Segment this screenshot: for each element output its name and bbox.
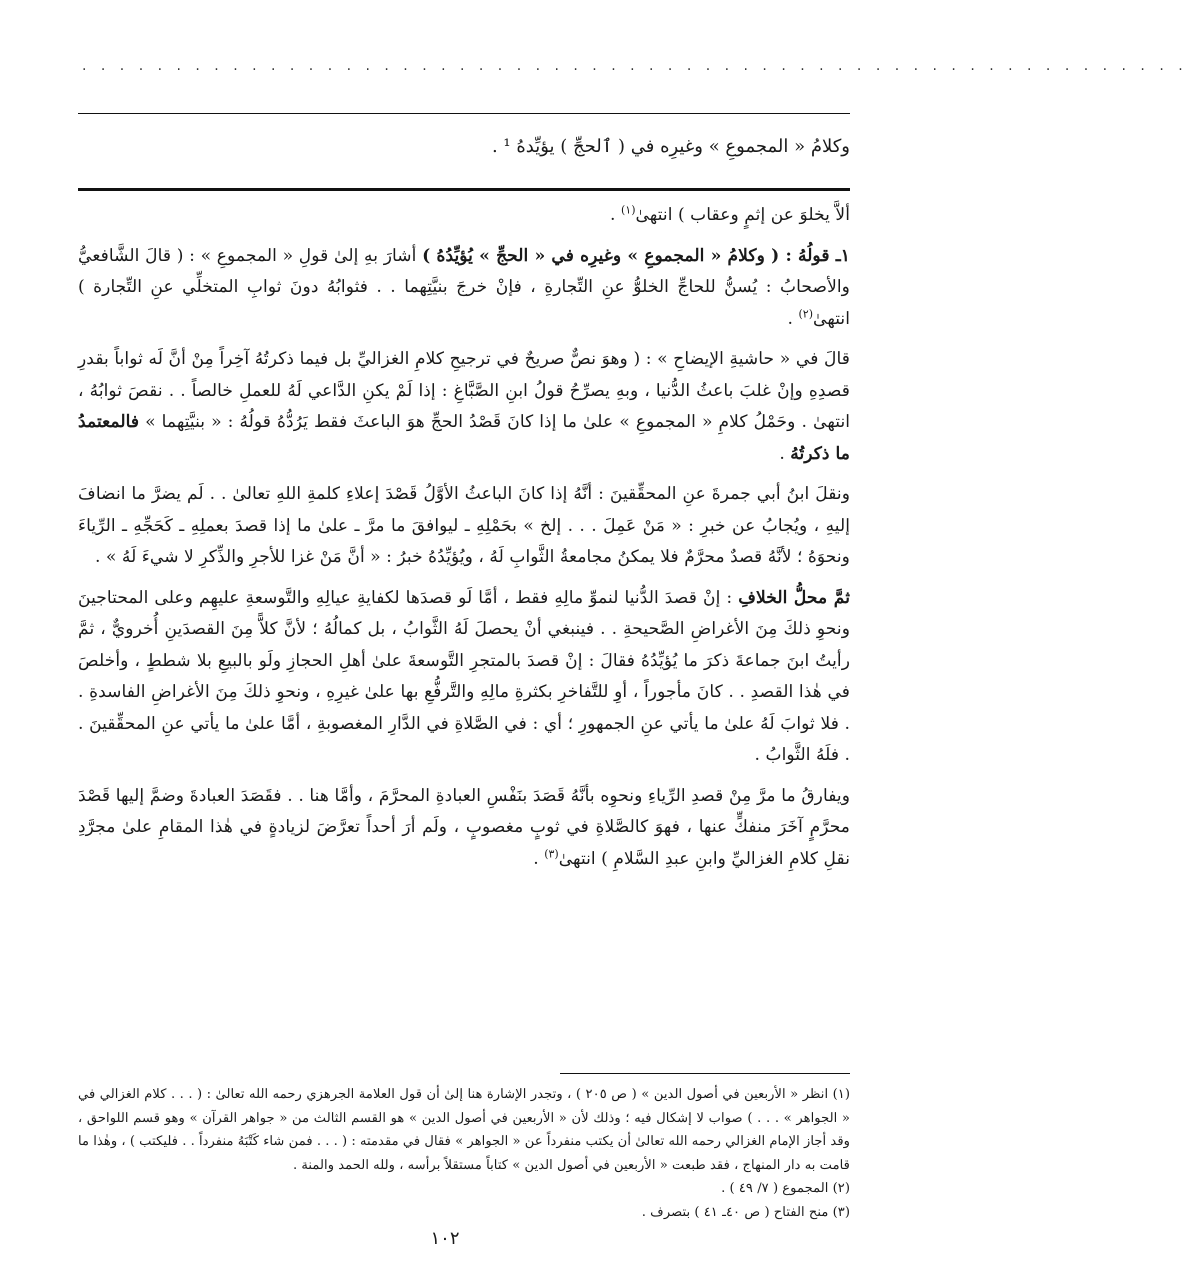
paragraph-2: قالَ في « حاشيةِ الإيضاحِ » : ( وهوَ نصٌّ صريحٌ في ترجيحِ كلامِ الغزاليِّ بل فيما ذكرتُهُ آخِراً مِنْ أنَّ لَه ثواباً بقدرِ قصدِهِ وإنْ غلبَ باعثُ الدُّنيا ، وبهِ يصرِّحُ قولُ ابنِ الصَّبَّاغِ : إذا لَمْ يكنِ الدَّاعي لَهُ للعملِ خالصاً . . نقصَ ثوابُهُ ، انتهىٰ . وحَمْلُ كلامِ « المجموعِ » علىٰ ما إذا كانَ قَصْدُ الحجِّ هوَ الباعثَ فقط يَرُدُّهُ قولُهُ : « بنيَّتِهما » فالمعتمدُ ما ذكرتُهُ .	[78, 349, 850, 464]
footnote-separator	[560, 1073, 850, 1074]
paragraph-3: ونقلَ ابنُ أبي جمرةَ عنِ المحقِّقينَ : أنَّهُ إذا كانَ الباعثُ الأوَّلُ قَصْدَ إعلاءِ كلمةِ اللهِ تعالىٰ . . لَم يضرَّ ما انضافَ إليهِ ، ويُجابُ عن خبرِ : « مَنْ عَمِلَ . . . إلخ » بحَمْلِهِ ـ ليوافقَ ما مرَّ ـ علىٰ ما إذا قصدَ بعملِهِ ـ كَحَجِّهِ ـ الرِّياءَ ونحوَهُ ؛ لأنَّهُ قصدٌ محرَّمٌ فلا يمكنُ مجامعةُ الثَّوابِ لَهُ ، ويُؤيِّدُهُ خبرُ : « أنَّ مَنْ غزا للأجرِ والذِّكرِ لا شيءَ لَهُ » .	[78, 484, 850, 567]
commentary-lemma: ١ـ قولُهُ : ( وكلامُ « المجموعِ » وغيرِه في « الحجِّ » يُؤيِّدُهُ )	[422, 245, 851, 266]
footnote-ref-1: (١)	[620, 203, 636, 217]
paragraph-0: ألاَّ يخلوَ عن إثمٍ وعقاب ) انتهىٰ$^{(١)}$ .	[610, 203, 850, 225]
header-thick-rule	[78, 188, 850, 191]
page-number: ١٠٢	[430, 1228, 460, 1249]
footnote-1: (١) انظر « الأربعين في أصول الدين » ( ص ٢٠٥ ) ، وتجدر الإشارة هنا إلىٰ أن قول العلامة الجرهزي رحمه الله تعالىٰ : ( . . . كلام الغزالي في « الجواهر » . . . ) صواب لا إشكال فيه ؛ وذلك لأن « الأربعين في أصول الدين » هو القسم الثالث من « جواهر القرآن » وهو قسم اللواحق ، وقد أجاز الإمام الغزالي رحمه الله تعالىٰ أن يكتب منفرداً عن « الجواهر » فقال في مقدمته : ( . . . فمن شاء كَتْبَهُ منفرداً . . فليكتب ) ، وهٰذا ما قامت به دار المنهاج ، فقد طبعت « الأربعين في أصول الدين » كتاباً مستقلاً برأسه ، ولله الحمد والمنة .	[78, 1087, 850, 1173]
paragraph-1: ١ـ قولُهُ : ( وكلامُ « المجموعِ » وغيرِه في « الحجِّ » يُؤيِّدُهُ ) أشارَ بهِ إلىٰ قولِ « المجموعِ » : ( قالَ الشَّافعيُّ والأصحابُ : يُسنُّ للحاجِّ الخلوُّ عنِ التِّجارةِ ، فإنْ خرجَ بنيَّتِهما . . فثوابُهُ دونَ ثوابِ المتخلِّي عنِ التِّجارة ) انتهىٰ$^{(٢)}$ .	[78, 245, 851, 329]
quoted-base-text: وكلامُ « المجموعِ » وغيرِه في ( ٱلحجِّ ) يؤيِّدهُ ¹ .	[491, 136, 850, 157]
footnote-ref-3: (٣)	[544, 846, 559, 860]
header-thin-rule	[78, 113, 850, 114]
main-text	[78, 200, 850, 884]
footnote-3: (٣) منح الفتاح ( ص ٤٠ـ ٤١ ) بتصرف .	[641, 1204, 850, 1220]
footnote-ref-2: (٢)	[798, 306, 813, 320]
footnote-2: (٢) المجموع ( ٧/ ٤٩ ) .	[721, 1181, 850, 1196]
paragraph-4: ثمَّ محلُّ الخلافِ : إنْ قصدَ الدُّنيا لنموِّ مالِهِ فقط ، أمَّا لَو قصدَها لكفايةِ عيالِهِ والتَّوسعةِ عليهِم وعلى المحتاجينَ ونحوِ ذلكَ مِنَ الأغراضِ الصَّحيحةِ . . فينبغي أنْ يحصلَ لَهُ الثَّوابُ ، بل كمالُهُ ؛ لأنَّ كلاًّ مِنَ القصدَينِ أُخرويٌّ ، ثمَّ رأيتُ ابنَ جماعةَ ذكرَ ما يُؤيِّدُهُ فقالَ : إنْ قصدَ بالمتجرِ التَّوسعةَ علىٰ أهلِ الحجازِ ولَو بالبيعِ بلا شططٍ ، وأخلصَ في هٰذا القصدِ . . كانَ مأجوراً ، أوِ للتَّفاخرِ بكثرةِ مالِهِ والتَّرفُّعِ بها علىٰ غيرِهِ ، ونحوِ ذلكَ مِنَ الأغراضِ الفاسدةِ . . فلا ثوابَ لَهُ علىٰ ما يأتي عنِ الجمهورِ ؛ أي : في الصَّلاةِ في الدَّارِ المغصوبةِ ، أمَّا علىٰ ما يأتي عنِ المحقِّقينَ . . فلَهُ الثَّوابُ .	[78, 587, 850, 765]
footnotes	[78, 1083, 850, 1224]
paragraph-5: ويفارقُ ما مرَّ مِنْ قصدِ الرِّياءِ ونحوِه بأنَّهُ قَصَدَ بنَفْسِ العبادةِ المحرَّمَ ، وأمَّا هنا . . فقَصَدَ العبادةَ وضمَّ إليها قَصْدَ محرَّمٍ آخَرَ منفكٍّ عنها ، فهوَ كالصَّلاةِ في ثوبٍ مغصوبٍ ، ولَم أرَ أحداً تعرَّضَ لزيادةٍ في هٰذا المقامِ علىٰ مجرَّدِ نقلِ كلامِ الغزاليِّ وابنِ عبدِ السَّلامِ ) انتهىٰ$^{(٣)}$ .	[78, 785, 850, 869]
dotted-divider: · · · · · · · · · · · · · · · · · · · · · · · · · · · · · · · · · · · · · · · · · · · · · · · · · · · · · · · · · · ·	[82, 62, 1188, 78]
